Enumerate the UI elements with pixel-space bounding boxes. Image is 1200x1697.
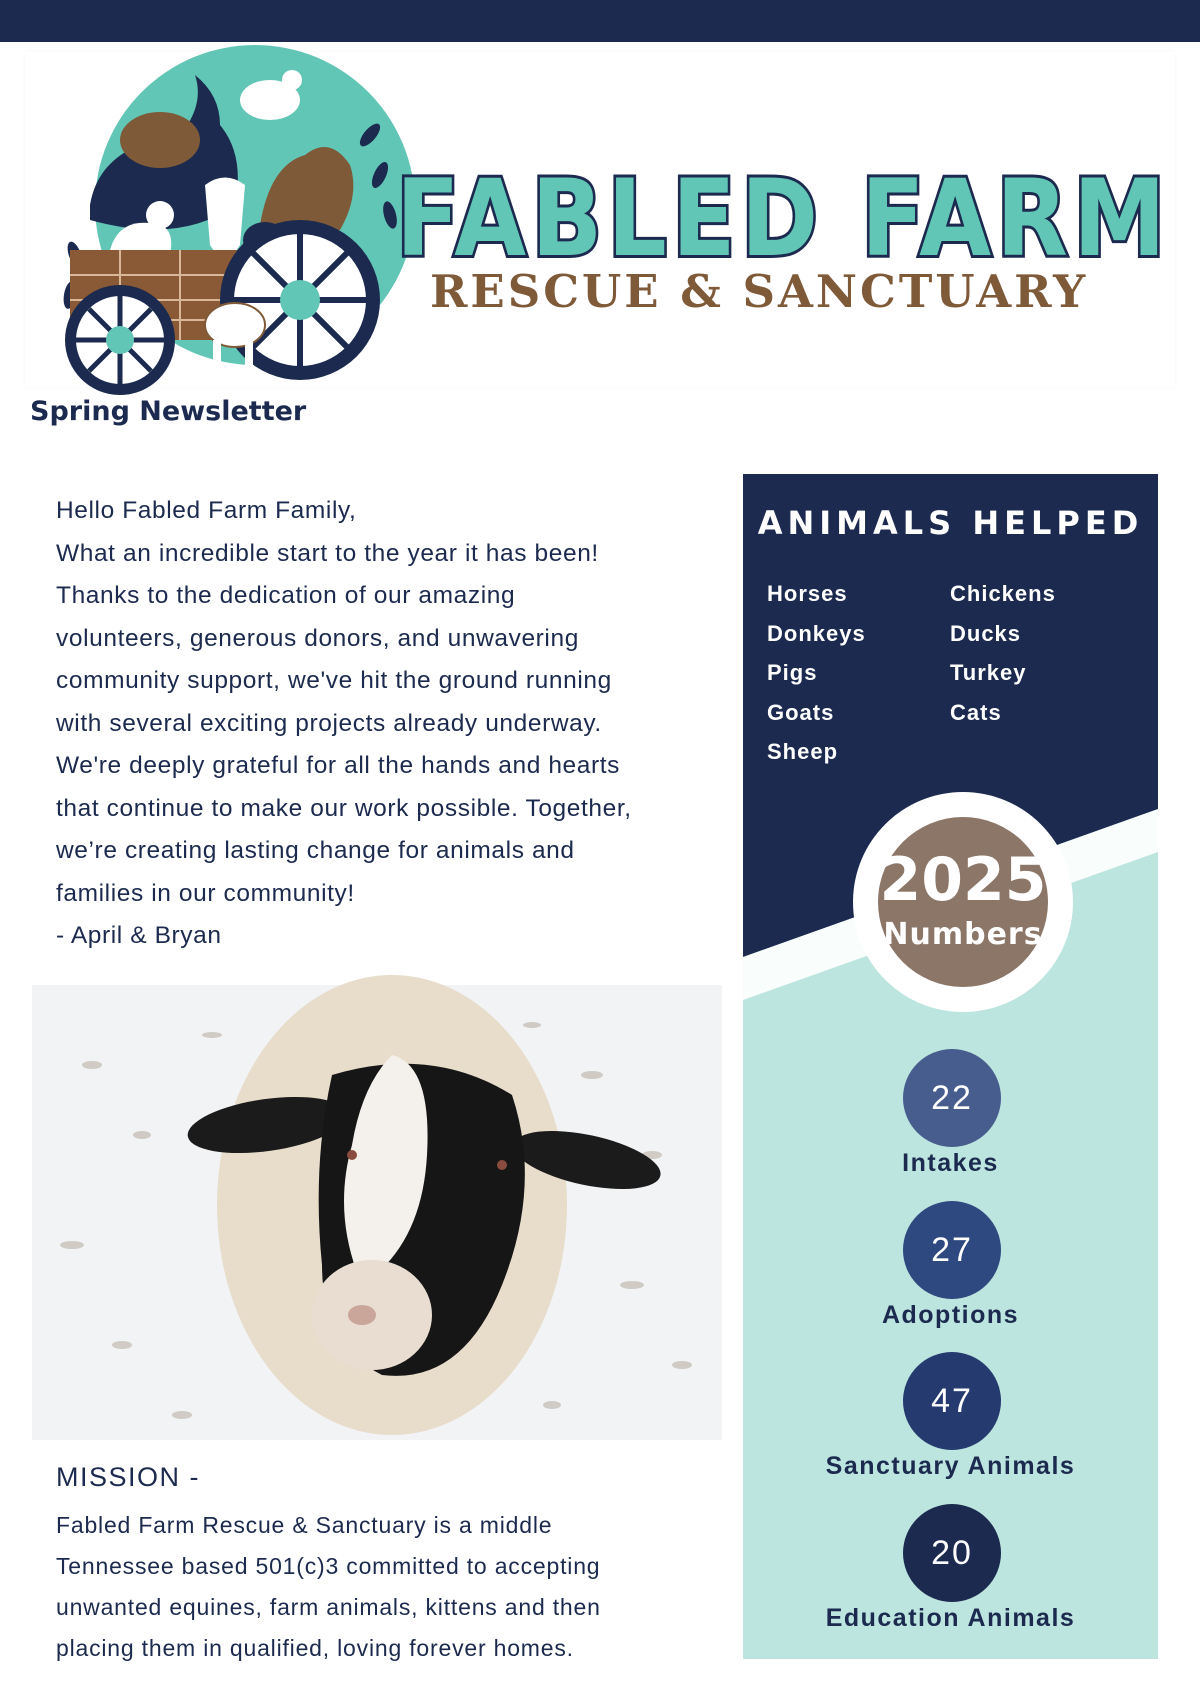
top-bar xyxy=(0,0,1200,42)
letter-line: we’re creating lasting change for animals and xyxy=(56,837,575,864)
welcome-letter xyxy=(56,490,716,958)
animals-helped-sidebar xyxy=(743,474,1158,1659)
letter-line: Thanks to the dedication of our amazing xyxy=(56,582,516,609)
stat-label: Sanctuary Animals xyxy=(825,1452,1076,1480)
brand-subtitle: RESCUE & SANCTUARY xyxy=(430,265,1089,318)
animal-item: Goats xyxy=(767,699,835,725)
stat-value-circle: 47 xyxy=(903,1352,1001,1450)
svg-text:FABLED FARM: FABLED FARM xyxy=(396,157,1171,280)
year-badge xyxy=(853,792,1073,1012)
year-label: Numbers xyxy=(883,917,1043,952)
letter-line: volunteers, generous donors, and unwavering xyxy=(56,624,579,652)
brand-title xyxy=(396,150,1176,280)
animal-item: Sheep xyxy=(767,739,839,764)
animals-helped-title: ANIMALS HELPED xyxy=(757,504,1144,542)
letter-line: What an incredible start to the year it has been! xyxy=(56,539,599,567)
year-number: 2025 xyxy=(879,845,1047,915)
letter-line: that continue to make our work possible. Together, xyxy=(56,794,632,822)
animal-list-right xyxy=(950,574,1056,732)
animal-item: Pigs xyxy=(767,660,818,685)
mission-line: placing them in qualified, loving forever homes. xyxy=(56,1635,574,1661)
animal-item: Cats xyxy=(950,699,1002,725)
letter-line: Hello Fabled Farm Family, xyxy=(56,497,357,524)
mission-line: Fabled Farm Rescue & Sanctuary is a middle xyxy=(56,1512,553,1538)
mission-heading: MISSION - xyxy=(56,1462,201,1492)
stat-value-circle: 22 xyxy=(903,1049,1001,1147)
animal-item: Ducks xyxy=(950,620,1022,646)
stat-label: Adoptions xyxy=(881,1301,1020,1329)
animal-list-left xyxy=(767,574,866,772)
letter-signature: - April & Bryan xyxy=(56,922,222,949)
stat-label: Education Animals xyxy=(825,1604,1076,1632)
animal-item: Chickens xyxy=(950,581,1056,606)
mission-line: Tennessee based 501(c)3 committed to accepting xyxy=(56,1553,601,1579)
newsletter-issue-label: Spring Newsletter xyxy=(30,396,307,427)
stat-label: Intakes xyxy=(902,1149,999,1177)
stat-value-circle: 27 xyxy=(903,1201,1001,1299)
sheep-photo xyxy=(32,985,722,1440)
letter-line: families in our community! xyxy=(56,879,355,907)
farm-logo-icon xyxy=(30,55,410,385)
animal-item: Turkey xyxy=(950,660,1027,685)
letter-line: community support, we've hit the ground running xyxy=(56,667,612,694)
stat-value-circle: 20 xyxy=(903,1504,1001,1602)
mission-statement xyxy=(56,1505,716,1669)
letter-line: with several exciting projects already underway. xyxy=(56,709,602,737)
animal-item: Donkeys xyxy=(767,620,866,646)
year-badge-inner xyxy=(878,817,1048,987)
letter-line: We're deeply grateful for all the hands and hearts xyxy=(56,752,621,779)
mission-line: unwanted equines, farm animals, kittens and then xyxy=(56,1594,601,1620)
animal-item: Horses xyxy=(767,581,848,606)
